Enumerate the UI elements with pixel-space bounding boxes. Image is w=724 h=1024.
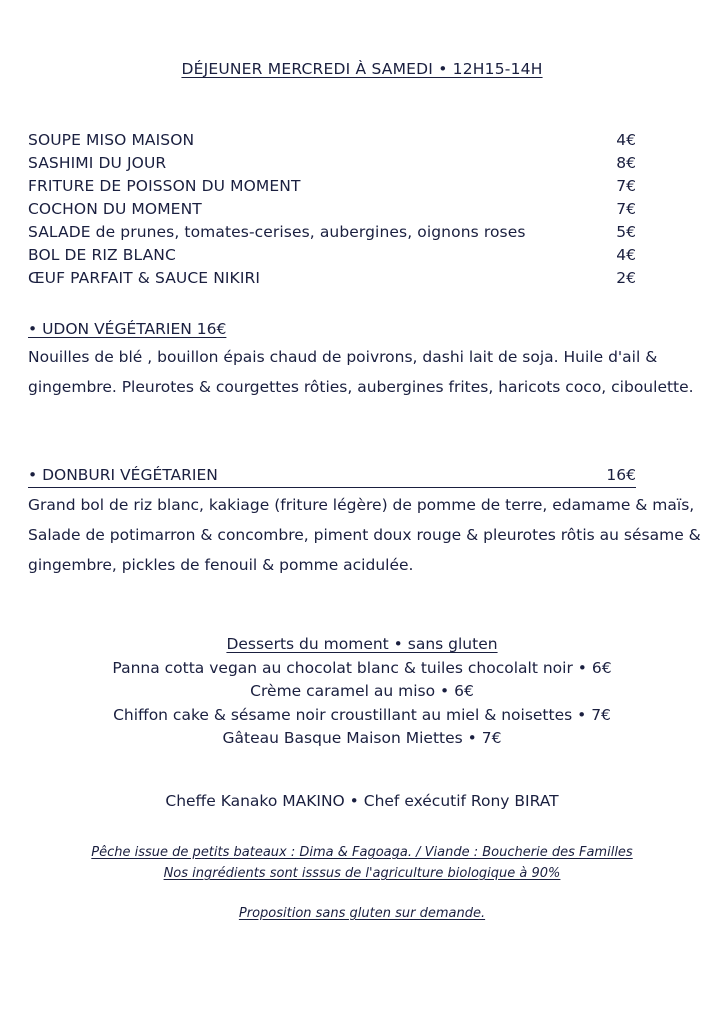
menu-item-price: 2€: [616, 269, 636, 287]
donburi-price: 16€: [606, 466, 636, 484]
gluten-free-note-text: Proposition sans gluten sur demande.: [238, 906, 486, 921]
desserts-section: [0, 633, 724, 751]
desserts-heading: Desserts du moment • sans gluten: [226, 635, 498, 653]
udon-heading: [28, 318, 636, 340]
sourcing-note-organic: Nos ingrédients sont isssus de l'agriculture biologique à 90%: [163, 866, 561, 881]
chefs-credit: Cheffe Kanako MAKINO • Chef exécutif Rony BIRAT: [165, 792, 559, 810]
menu-item: [28, 152, 636, 175]
menu-item: [28, 221, 636, 244]
menu-items-list: [28, 129, 636, 290]
menu-item-name: ŒUF PARFAIT & SAUCE NIKIRI: [28, 269, 261, 287]
menu-item-name: SOUPE MISO MAISON: [28, 131, 195, 149]
menu-item: [28, 198, 636, 221]
sourcing-note-fish-meat: Pêche issue de petits bateaux : Dima & Fagoaga. / Viande : Boucherie des Familles: [91, 845, 633, 860]
menu-item-price: 5€: [616, 223, 636, 241]
menu-item-price: 4€: [616, 246, 636, 264]
donburi-heading-text: • DONBURI VÉGÉTARIEN: [28, 466, 218, 484]
menu-item: [28, 267, 636, 290]
menu-item-price: 7€: [616, 177, 636, 195]
menu-item-name: SASHIMI DU JOUR: [28, 154, 167, 172]
menu-item: [28, 244, 636, 267]
donburi-description: Grand bol de riz blanc, kakiage (friture légère) de pomme de terre, edamame & maïs, Salade de potimarron & concombre, piment doux rouge & pleurotes rôtis au sésame & gingembre, pickles de fenouil & pomme acidulée.: [28, 496, 701, 574]
dessert-item: Crème caramel au miso • 6€: [250, 682, 474, 700]
menu-item-name: BOL DE RIZ BLANC: [28, 246, 176, 264]
page-title-text: DÉJEUNER MERCREDI À SAMEDI • 12H15-14H: [181, 60, 543, 78]
sourcing-notes: [0, 842, 724, 884]
page-title: [0, 60, 724, 78]
dessert-item: Gâteau Basque Maison Miettes • 7€: [222, 729, 502, 747]
dessert-item: Panna cotta vegan au chocolat blanc & tuiles chocolalt noir • 6€: [112, 658, 612, 677]
udon-description: Nouilles de blé , bouillon épais chaud de poivrons, dashi lait de soja. Huile d'ail & gingembre. Pleurotes & courgettes rôties, aubergines frites, haricots coco, ciboulette.: [28, 348, 694, 396]
menu-item: [28, 175, 636, 198]
gluten-free-note: [0, 906, 724, 921]
menu-item-name: COCHON DU MOMENT: [28, 200, 202, 218]
menu-item-name: FRITURE DE POISSON DU MOMENT: [28, 177, 301, 195]
menu-item-price: 4€: [616, 131, 636, 149]
udon-heading-text: • UDON VÉGÉTARIEN 16€: [28, 320, 227, 338]
donburi-heading: [28, 464, 636, 488]
dessert-item: Chiffon cake & sésame noir croustillant au miel & noisettes • 7€: [113, 705, 611, 724]
menu-item: [28, 129, 636, 152]
menu-item-price: 8€: [616, 154, 636, 172]
menu-item-price: 7€: [616, 200, 636, 218]
menu-item-name: SALADE de prunes, tomates-cerises, aubergines, oignons roses: [28, 223, 526, 241]
